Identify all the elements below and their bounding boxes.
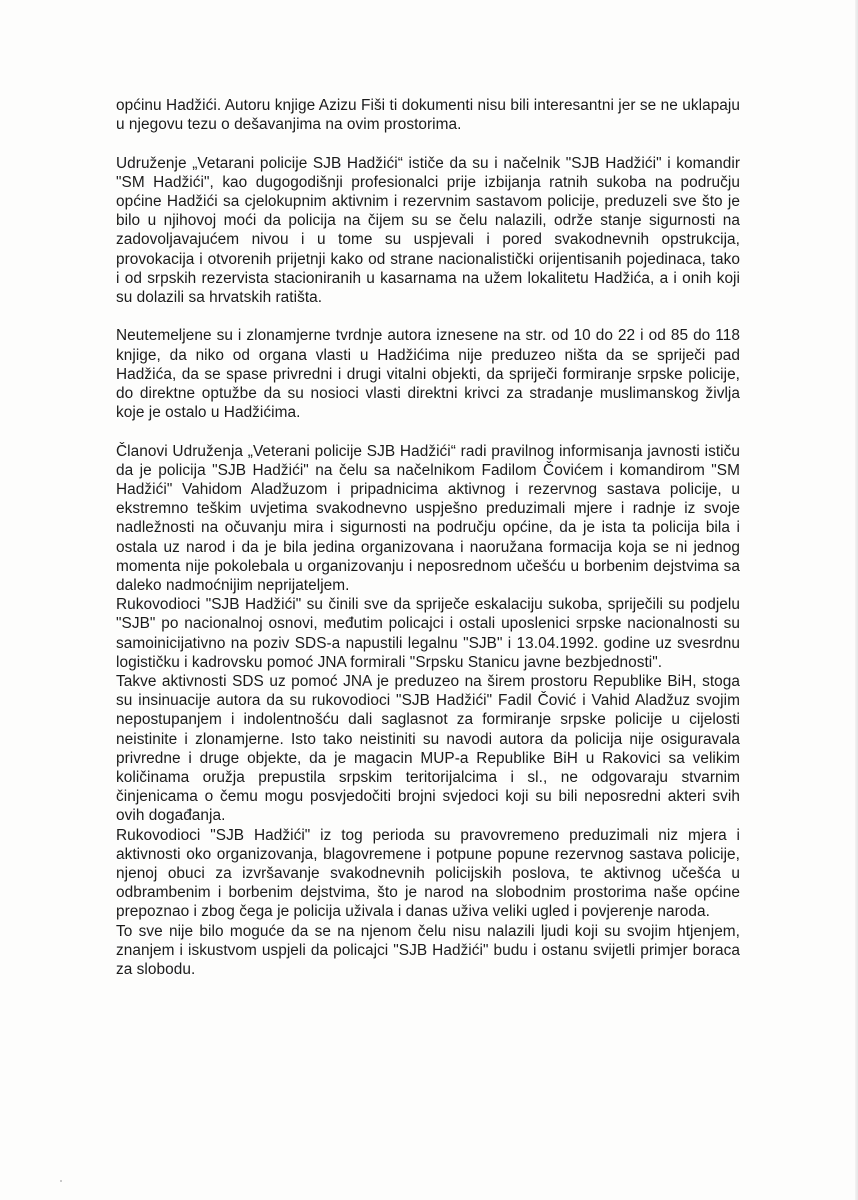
document-body — [116, 96, 740, 979]
paragraph-5: Rukovodioci "SJB Hadžići" su činili sve da spriječe eskalaciju sukoba, spriječili su podjelu "SJB" po nacionalnoj osnovi, međutim policajci i ostali uposlenici srpske nacionalnosti su samoinicijativno na poziv SDS-a napustili legalnu "SJB" i 13.04.1992. godine uz svesrdnu logističku i kadrovsku pomoć JNA formirali "Srpsku Stanicu javne bezbjednosti". — [116, 596, 740, 671]
scan-speck — [60, 1180, 62, 1182]
paragraph-7: Rukovodioci "SJB Hadžići" iz tog perioda su pravovremeno preduzimali niz mjera i aktivnosti oko organizovanja, blagovremene i potpune popune rezervnog sastava policije, njenoj obuci za izvršavanje svakodnevnih policijskih poslova, te aktivnog učešća u odbrambenim i borbenim dejstvima, što je narod na slobodnim prostorima naše općine prepoznao i zbog čega je policija uživala i danas uživa veliki ugled i povjerenje naroda. — [116, 826, 740, 921]
paragraph-8: To sve nije bilo moguće da se na njenom čelu nisu nalazili ljudi koji su svojim htjenjem, znanjem i iskustvom uspjeli da policajci "SJB Hadžići" budu i ostanu svijetli primjer boraca za slobodu. — [116, 922, 740, 979]
paragraph-3: Neutemeljene su i zlonamjerne tvrdnje autora iznesene na str. od 10 do 22 i od 85 do 118 knjige, da niko od organa vlasti u Hadžićima nije preduzeo ništa da se spriječi pad Hadžića, da se spase privredni i drugi vitalni objekti, da spriječi formiranje srpske policije, do direktne optužbe da su nosioci vlasti direktni krivci za stradanje muslimanskog življa koje je ostalo u Hadžićima. — [116, 327, 740, 422]
paragraph-1: općinu Hadžići. Autoru knjige Azizu Fiši ti dokumenti nisu bili interesantni jer se ne uklapaju u njegovu tezu o dešavanjima na ovim prostorima. — [116, 97, 740, 134]
paragraph-2: Udruženje „Vetarani policije SJB Hadžići“ ističe da su i načelnik "SJB Hadžići" i komandir "SM Hadžići", kao dugogodišnji profesionalci prije izbijanja ratnih sukoba na području općine Hadžići sa cjelokupnim aktivnim i rezervnim sastavom policije, preduzeli sve što je bilo u njihovoj moći da policija na čijem su se čelu nalazili, održe stanje sigurnosti na zadovoljavajućem nivou i u tome su uspjevali i pored svakodnevnih opstrukcija, provokacija i otvorenih prijetnji kako od strane nacionalistički orijentisanih pojedinaca, tako i od srpskih rezervista stacioniranih u kasarnama na užem lokalitetu Hadžića, a i onih koji su dolazili sa hrvatskih ratišta. — [116, 154, 740, 307]
paragraph-6: Takve aktivnosti SDS uz pomoć JNA je preduzeo na širem prostoru Republike BiH, stoga su insinuacije autora da su rukovodioci "SJB Hadžići" Fadil Čović i Vahid Aladžuz svojim nepostupanjem i indolentnošću dali saglasnot za formiranje srpske policije u cijelosti neistinite i zlonamjerne. Isto tako neistiniti su navodi autora da policija nije osiguravala privredne i druge objekte, da je magacin MUP-a Republike BiH u Rakovici sa velikim količinama oružja prepustila srpskim teritorijalcima i sl., ne odgovaraju stvarnim činjenicama o čemu mogu posvjedočiti brojni svjedoci koji su bili neposredni akteri svih ovih događanja. — [116, 673, 740, 825]
paragraph-4: Članovi Udruženja „Veterani policije SJB Hadžići“ radi pravilnog informisanja javnosti ističu da je policija "SJB Hadžići" na čelu sa načelnikom Fadilom Čovićem i komandirom "SM Hadžići" Vahidom Aladžuzom i pripadnicima aktivnog i rezervnog sastava policije, u ekstremno teškim uvjetima svakodnevno uspješno preduzimali mjere i radnje iz svoje nadležnosti na očuvanju mira i sigurnosti na području općine, da je ista ta policija bila i ostala uz narod i da je bila jedina organizovana i naoružana formacija koja se ni jednog momenta nije pokolebala u organizovanju i neposrednom učešću u borbenim dejstvima sa daleko nadmoćnijim neprijateljem. — [116, 442, 740, 595]
